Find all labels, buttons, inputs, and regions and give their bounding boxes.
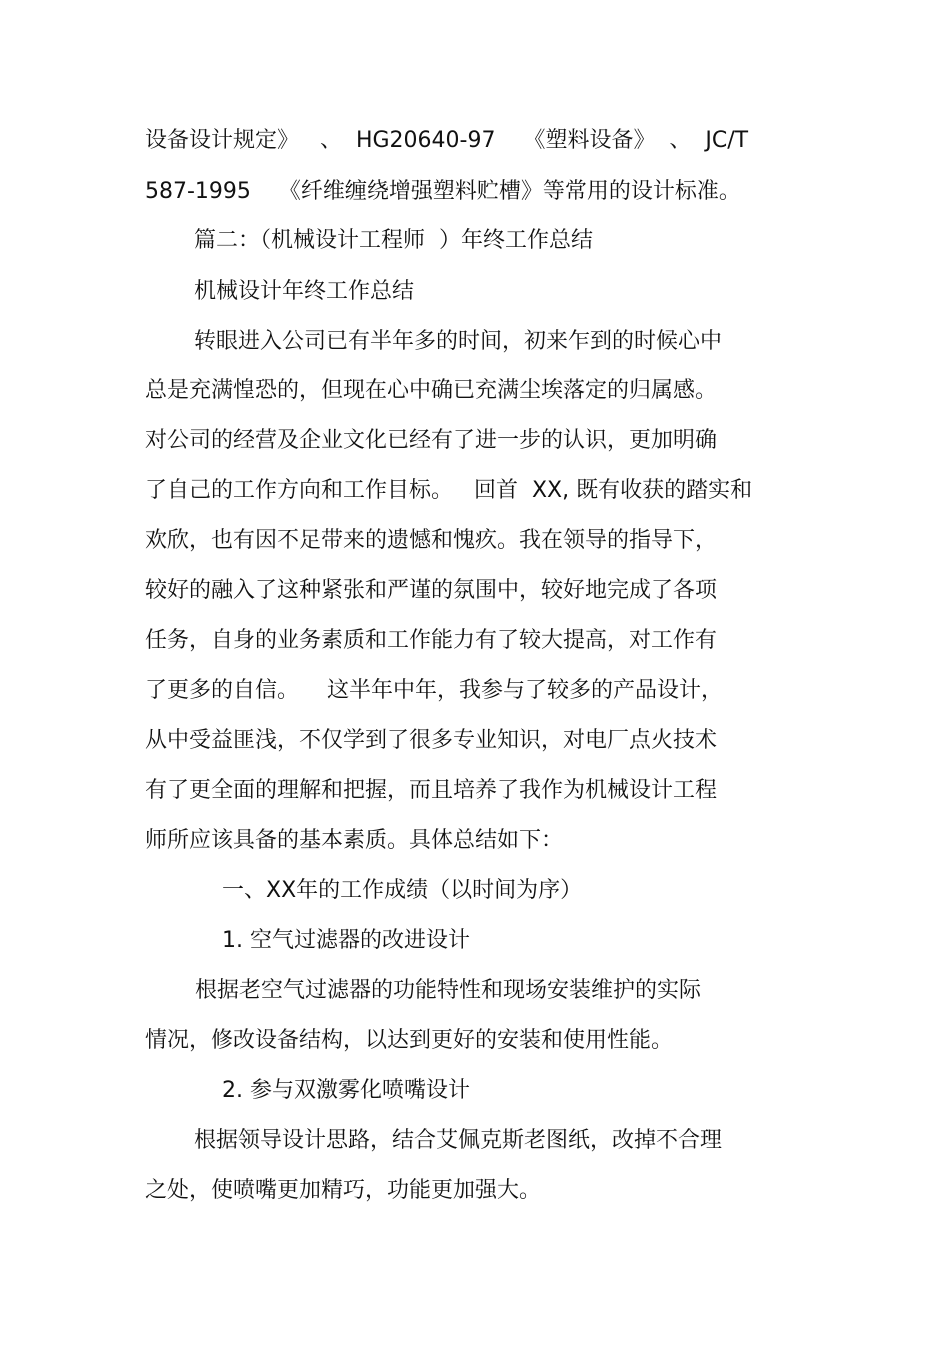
text-line: 对公司的经营及企业文化已经有了进一步的认识，更加明确 bbox=[145, 428, 718, 453]
document-title: 机械设计年终工作总结 bbox=[194, 279, 415, 304]
text-line: 设备设计规定》 、 HG20640-97 《塑料设备》 、 JC/T bbox=[145, 128, 749, 153]
text-line: 根据老空气过滤器的功能特性和现场安装维护的实际 bbox=[195, 978, 702, 1003]
text-line: 总是充满惶恐的，但现在心中确已充满尘埃落定的归属感。 bbox=[145, 378, 718, 403]
list-item-heading: 2. 参与双激雾化喷嘴设计 bbox=[222, 1078, 470, 1103]
text-line: 任务，自身的业务素质和工作能力有了较大提高，对工作有 bbox=[145, 628, 718, 653]
text-line: 从中受益匪浅，不仅学到了很多专业知识，对电厂点火技术 bbox=[145, 728, 718, 753]
text-line: 587-1995 《纤维缠绕增强塑料贮槽》等常用的设计标准。 bbox=[145, 179, 741, 204]
list-item-heading: 1. 空气过滤器的改进设计 bbox=[222, 928, 470, 953]
text-line: 了更多的自信。 这半年中年，我参与了较多的产品设计， bbox=[145, 678, 723, 703]
section-heading: 篇二：（机械设计工程师 ）年终工作总结 bbox=[194, 228, 593, 253]
text-line: 较好的融入了这种紧张和严谨的氛围中，较好地完成了各项 bbox=[145, 578, 718, 603]
text-line: 情况，修改设备结构，以达到更好的安装和使用性能。 bbox=[145, 1028, 674, 1053]
text-line: 转眼进入公司已有半年多的时间，初来乍到的时候心中 bbox=[194, 329, 723, 354]
text-line: 欢欣，也有因不足带来的遗憾和愧疚。我在领导的指导下， bbox=[145, 528, 718, 553]
text-line: 根据领导设计思路，结合艾佩克斯老图纸，改掉不合理 bbox=[194, 1128, 723, 1153]
text-line: 了自己的工作方向和工作目标。 回首 XX, 既有收获的踏实和 bbox=[145, 478, 753, 503]
text-line: 有了更全面的理解和把握，而且培养了我作为机械设计工程 bbox=[145, 778, 718, 803]
text-line: 师所应该具备的基本素质。具体总结如下： bbox=[145, 828, 564, 853]
subsection-heading: 一、XX年的工作成绩（以时间为序） bbox=[222, 878, 583, 903]
text-line: 之处，使喷嘴更加精巧，功能更加强大。 bbox=[145, 1178, 542, 1203]
